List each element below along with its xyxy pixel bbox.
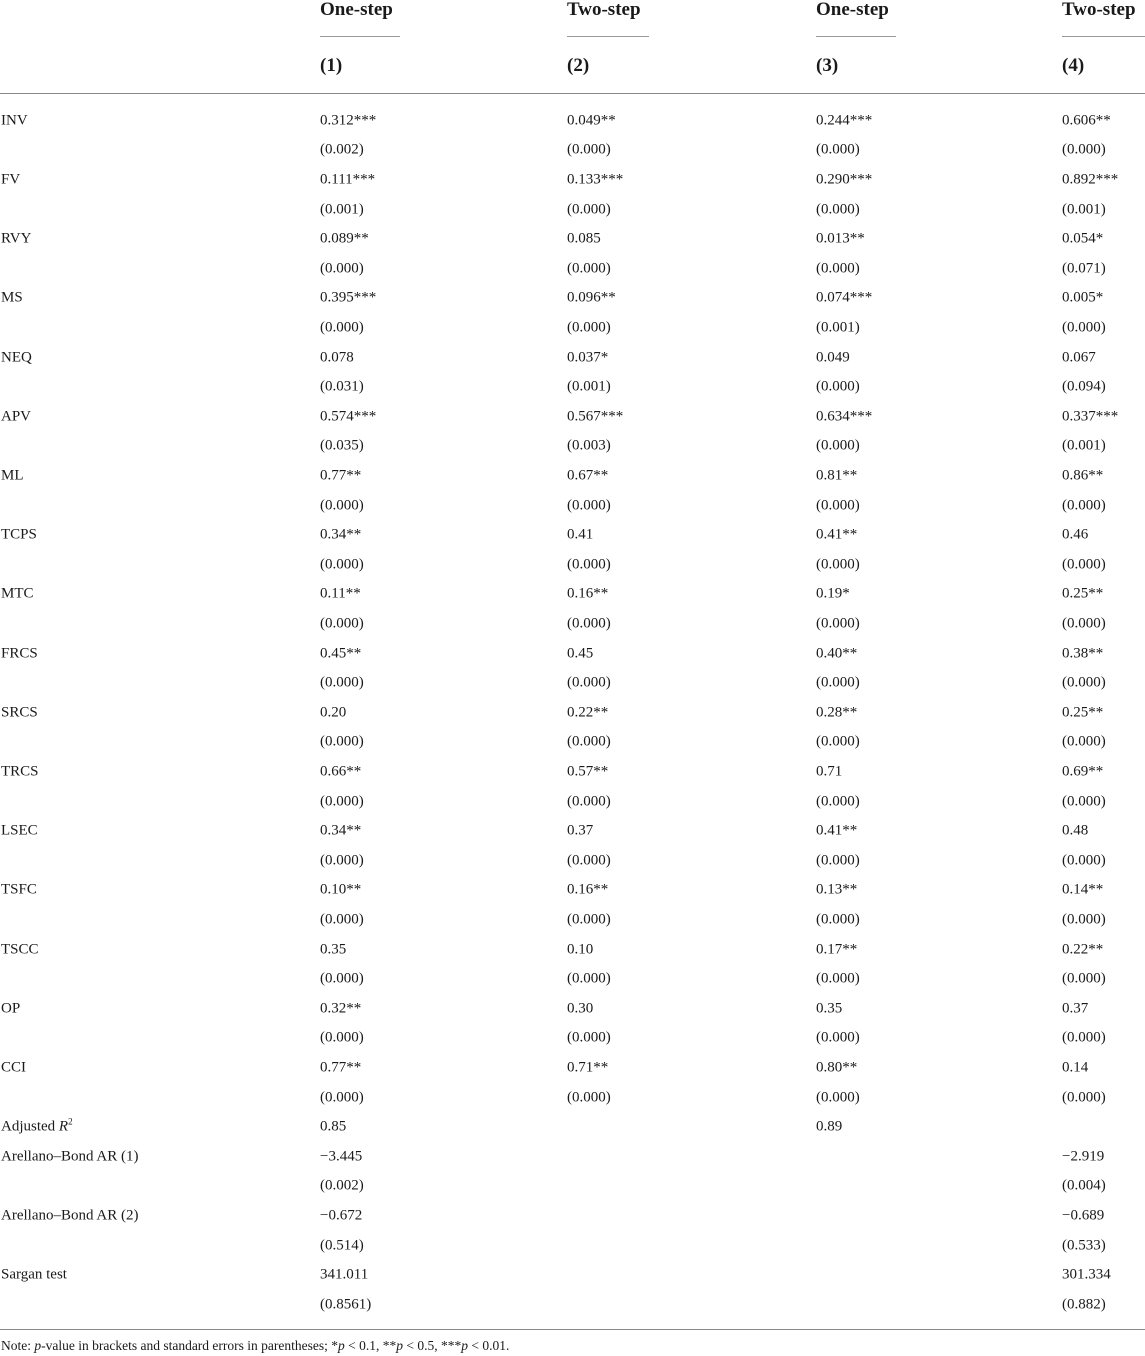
cell-value: 0.85	[320, 1118, 347, 1135]
cell-value: 0.40**	[816, 645, 858, 662]
cell-value: 0.34**	[320, 526, 362, 543]
note-p-3: p	[396, 1338, 404, 1353]
cell-value: 0.45**	[320, 645, 362, 662]
row-label: FRCS	[1, 645, 38, 662]
cell-value: 0.133***	[567, 171, 624, 188]
note-p-1: p	[34, 1338, 42, 1353]
cell-value: (0.000)	[1062, 793, 1106, 810]
cell-value: (0.000)	[816, 1089, 860, 1106]
cell-value: (0.000)	[567, 1089, 611, 1106]
cell-value: (0.004)	[1062, 1177, 1106, 1194]
table-row	[0, 1290, 1145, 1320]
cell-value: 0.69**	[1062, 763, 1104, 780]
cell-value: (0.001)	[816, 319, 860, 336]
cell-value: (0.000)	[816, 437, 860, 454]
note-p-2: p	[338, 1338, 345, 1353]
table-row	[0, 195, 1145, 225]
header-col-number-4: (4)	[1062, 55, 1085, 76]
row-label: CCI	[1, 1059, 27, 1076]
cell-value: (0.000)	[1062, 319, 1106, 336]
cell-value: −3.445	[320, 1148, 363, 1165]
cell-value: 0.892***	[1062, 171, 1119, 188]
cell-value: 0.074***	[816, 289, 873, 306]
cell-value: (0.000)	[1062, 733, 1106, 750]
row-label: INV	[1, 112, 28, 129]
table-row	[0, 580, 1145, 610]
table-row	[0, 935, 1145, 965]
cell-value: 0.11**	[320, 585, 361, 602]
cell-value: (0.000)	[816, 378, 860, 395]
cell-value: 0.66**	[320, 763, 362, 780]
cell-value: (0.000)	[1062, 852, 1106, 869]
header-one-step-1: One-step	[320, 0, 393, 20]
row-label: RVY	[1, 230, 32, 247]
cell-value: 0.35	[816, 1000, 843, 1017]
cell-value: 0.67**	[567, 467, 609, 484]
cell-value: 0.395***	[320, 289, 377, 306]
cell-value: 0.13**	[816, 881, 858, 898]
table-row	[0, 491, 1145, 521]
cell-value: (0.000)	[567, 319, 611, 336]
table-row	[0, 994, 1145, 1024]
table-row	[0, 461, 1145, 491]
cell-value: (0.000)	[567, 1029, 611, 1046]
table-row	[0, 1172, 1145, 1202]
cell-value: 0.37	[567, 822, 594, 839]
table-row	[0, 1024, 1145, 1054]
cell-value: (0.000)	[320, 1089, 364, 1106]
table-row	[0, 1231, 1145, 1261]
cell-value: (0.071)	[1062, 260, 1106, 277]
table-row	[0, 254, 1145, 284]
cell-value: (0.000)	[1062, 1089, 1106, 1106]
table-row	[0, 728, 1145, 758]
cell-value: 0.20	[320, 704, 347, 721]
cell-value: 0.45	[567, 645, 594, 662]
cell-value: (0.000)	[320, 1029, 364, 1046]
cell-value: 0.14	[1062, 1059, 1089, 1076]
table-row	[0, 1112, 1145, 1142]
cell-value: 0.312***	[320, 112, 377, 129]
cell-value: 0.25**	[1062, 585, 1104, 602]
cell-value: −0.689	[1062, 1207, 1105, 1224]
cell-value: 0.096**	[567, 289, 616, 306]
cell-value: 0.28**	[816, 704, 858, 721]
cell-value: 0.049**	[567, 112, 616, 129]
table-row	[0, 402, 1145, 432]
table-row	[0, 432, 1145, 462]
row-label: TRCS	[1, 763, 39, 780]
cell-value: 0.86**	[1062, 467, 1104, 484]
cell-value: 0.71	[816, 763, 843, 780]
cell-value: (0.000)	[567, 970, 611, 987]
cell-value: 0.19*	[816, 585, 850, 602]
cell-value: (0.002)	[320, 141, 364, 158]
cell-value: (0.001)	[1062, 437, 1106, 454]
cell-value: 0.111***	[320, 171, 376, 188]
row-label: Arellano–Bond AR (1)	[1, 1148, 139, 1165]
cell-value: (0.003)	[567, 437, 611, 454]
cell-value: 0.35	[320, 941, 347, 958]
table-row	[0, 639, 1145, 669]
cell-value: (0.000)	[1062, 1029, 1106, 1046]
header-two-step-4: Two-step	[1062, 0, 1136, 20]
cell-value: (0.000)	[320, 674, 364, 691]
row-label: TSCC	[1, 941, 39, 958]
cell-value: (0.094)	[1062, 378, 1106, 395]
cell-value: 0.37	[1062, 1000, 1089, 1017]
cell-value: 341.011	[320, 1266, 369, 1283]
cell-value: 0.32**	[320, 1000, 362, 1017]
header-col-number-3: (3)	[816, 55, 839, 76]
cell-value: (0.002)	[320, 1177, 364, 1194]
cell-value: 0.41**	[816, 822, 858, 839]
cell-value: 0.77**	[320, 467, 362, 484]
cell-value: 0.80**	[816, 1059, 858, 1076]
header-underline	[320, 36, 400, 37]
cell-value: (0.000)	[816, 556, 860, 573]
cell-value: (0.000)	[816, 911, 860, 928]
cell-value: (0.000)	[816, 970, 860, 987]
cell-value: (0.000)	[816, 260, 860, 277]
row-label: OP	[1, 1000, 21, 1017]
cell-value: (0.001)	[320, 201, 364, 218]
table-row	[0, 372, 1145, 402]
cell-value: (0.000)	[816, 733, 860, 750]
cell-value: (0.533)	[1062, 1237, 1106, 1254]
cell-value: (0.035)	[320, 437, 364, 454]
row-label: MTC	[1, 585, 34, 602]
cell-value: (0.000)	[816, 497, 860, 514]
table-note: Note: p-value in brackets and standard errors in parentheses; *p < 0.1, **p < 0.5, ***p < 0.01.	[1, 1338, 510, 1353]
table-row	[0, 787, 1145, 817]
cell-value: (0.031)	[320, 378, 364, 395]
cell-value: (0.000)	[320, 733, 364, 750]
table-row	[0, 1260, 1145, 1290]
cell-value: (0.000)	[567, 497, 611, 514]
cell-value: (0.000)	[816, 141, 860, 158]
cell-value: 0.085	[567, 230, 601, 247]
header-underline	[816, 36, 896, 37]
row-label: Sargan test	[1, 1266, 67, 1283]
cell-value: 301.334	[1062, 1266, 1111, 1283]
cell-value: 0.41**	[816, 526, 858, 543]
cell-value: 0.037*	[567, 349, 609, 366]
cell-value: 0.606**	[1062, 112, 1111, 129]
cell-value: 0.054*	[1062, 230, 1104, 247]
cell-value: 0.567***	[567, 408, 624, 425]
cell-value: (0.000)	[1062, 497, 1106, 514]
cell-value: (0.000)	[816, 615, 860, 632]
cell-value: (0.000)	[1062, 615, 1106, 632]
cell-value: (0.514)	[320, 1237, 364, 1254]
table-row	[0, 343, 1145, 373]
cell-value: 0.89	[816, 1118, 843, 1135]
cell-value: 0.30	[567, 1000, 594, 1017]
row-label: TCPS	[1, 526, 37, 543]
header-two-step-2: Two-step	[567, 0, 641, 20]
cell-value: 0.089**	[320, 230, 369, 247]
cell-value: 0.17**	[816, 941, 858, 958]
cell-value: (0.000)	[320, 319, 364, 336]
cell-value: (0.000)	[567, 852, 611, 869]
cell-value: (0.000)	[567, 201, 611, 218]
table-row	[0, 698, 1145, 728]
header-underline	[567, 36, 649, 37]
cell-value: (0.000)	[320, 260, 364, 277]
cell-value: −0.672	[320, 1207, 363, 1224]
cell-value: (0.8561)	[320, 1296, 372, 1313]
cell-value: (0.000)	[320, 793, 364, 810]
cell-value: (0.000)	[1062, 674, 1106, 691]
cell-value: (0.001)	[1062, 201, 1106, 218]
cell-value: (0.000)	[816, 201, 860, 218]
cell-value: 0.22**	[567, 704, 609, 721]
cell-value: 0.34**	[320, 822, 362, 839]
cell-value: 0.337***	[1062, 408, 1119, 425]
cell-value: (0.000)	[816, 852, 860, 869]
table-row	[0, 876, 1145, 906]
table-row	[0, 964, 1145, 994]
header-col-number-2: (2)	[567, 55, 590, 76]
table-row	[0, 816, 1145, 846]
table-row	[0, 520, 1145, 550]
cell-value: (0.000)	[320, 911, 364, 928]
cell-value: 0.81**	[816, 467, 858, 484]
cell-value: (0.000)	[567, 911, 611, 928]
cell-value: (0.000)	[816, 793, 860, 810]
cell-value: 0.16**	[567, 585, 609, 602]
cell-value: 0.41	[567, 526, 594, 543]
table-row	[0, 757, 1145, 787]
cell-value: 0.10	[567, 941, 594, 958]
cell-value: (0.000)	[567, 615, 611, 632]
cell-value: 0.005*	[1062, 289, 1104, 306]
row-label: SRCS	[1, 704, 38, 721]
cell-value: 0.078	[320, 349, 354, 366]
cell-value: (0.001)	[567, 378, 611, 395]
header-underline	[1062, 36, 1145, 37]
table-row	[0, 905, 1145, 935]
table-row	[0, 224, 1145, 254]
cell-value: −2.919	[1062, 1148, 1105, 1165]
cell-value: (0.000)	[567, 674, 611, 691]
row-label: FV	[1, 171, 21, 188]
cell-value: (0.000)	[567, 793, 611, 810]
cell-value: 0.14**	[1062, 881, 1104, 898]
cell-value: (0.000)	[816, 674, 860, 691]
table-row	[0, 106, 1145, 136]
table-row	[0, 668, 1145, 698]
table-row	[0, 846, 1145, 876]
row-label: LSEC	[1, 822, 38, 839]
cell-value: (0.000)	[320, 556, 364, 573]
cell-value: (0.000)	[1062, 970, 1106, 987]
table-row	[0, 165, 1145, 195]
cell-value: (0.000)	[567, 733, 611, 750]
cell-value: (0.000)	[1062, 556, 1106, 573]
row-label: Adjusted $R^2$	[1, 1116, 73, 1135]
cell-value: 0.013**	[816, 230, 865, 247]
cell-value: (0.000)	[816, 1029, 860, 1046]
cell-value: 0.48	[1062, 822, 1089, 839]
row-label: NEQ	[1, 349, 32, 366]
cell-value: (0.000)	[1062, 911, 1106, 928]
cell-value: (0.000)	[320, 970, 364, 987]
table-row	[0, 136, 1145, 166]
cell-value: 0.244***	[816, 112, 873, 129]
cell-value: 0.574***	[320, 408, 377, 425]
note-p-4: p	[461, 1338, 469, 1353]
cell-value: 0.634***	[816, 408, 873, 425]
cell-value: (0.882)	[1062, 1296, 1106, 1313]
header-col-number-1: (1)	[320, 55, 343, 76]
table-row	[0, 1201, 1145, 1231]
cell-value: 0.38**	[1062, 645, 1104, 662]
cell-value: (0.000)	[567, 556, 611, 573]
cell-value: 0.46	[1062, 526, 1089, 543]
cell-value: 0.10**	[320, 881, 362, 898]
cell-value: (0.000)	[567, 260, 611, 277]
row-label: APV	[1, 408, 32, 425]
table-row	[0, 609, 1145, 639]
header-one-step-3: One-step	[816, 0, 889, 20]
cell-value: 0.049	[816, 349, 850, 366]
row-label: ML	[1, 467, 24, 484]
cell-value: 0.16**	[567, 881, 609, 898]
cell-value: (0.000)	[320, 497, 364, 514]
cell-value: (0.000)	[320, 852, 364, 869]
table-row	[0, 313, 1145, 343]
cell-value: (0.000)	[320, 615, 364, 632]
cell-value: 0.067	[1062, 349, 1096, 366]
header-divider	[0, 93, 1145, 94]
cell-value: (0.000)	[1062, 141, 1106, 158]
row-label: MS	[1, 289, 23, 306]
table-row	[0, 550, 1145, 580]
bottom-divider	[0, 1329, 1145, 1330]
table-row	[0, 1142, 1145, 1172]
table-row	[0, 284, 1145, 314]
cell-value: 0.290***	[816, 171, 873, 188]
cell-value: 0.22**	[1062, 941, 1104, 958]
cell-value: (0.000)	[567, 141, 611, 158]
cell-value: 0.77**	[320, 1059, 362, 1076]
row-label: Arellano–Bond AR (2)	[1, 1207, 139, 1224]
row-label: TSFC	[1, 881, 37, 898]
cell-value: 0.25**	[1062, 704, 1104, 721]
cell-value: 0.71**	[567, 1059, 609, 1076]
table-row	[0, 1053, 1145, 1083]
cell-value: 0.57**	[567, 763, 609, 780]
table-row	[0, 1083, 1145, 1113]
